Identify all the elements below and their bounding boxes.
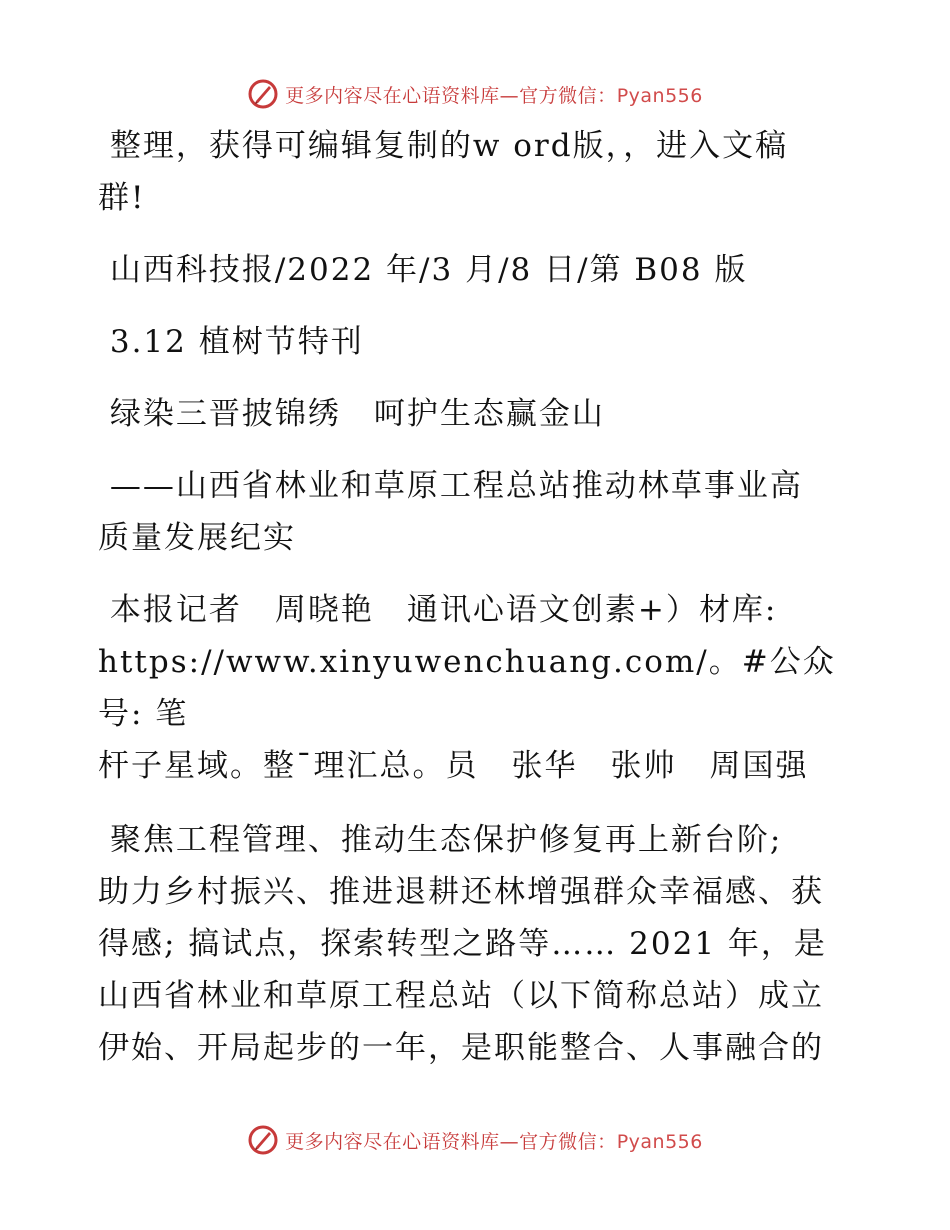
top-watermark xyxy=(0,72,950,116)
watermark-wechat-id: Pyan556 xyxy=(616,1130,703,1153)
body-line-3: 得感; 搞试点，探索转型之路等…… 2021 年，是 xyxy=(98,926,827,962)
headline: 绿染三晋披锦绣 呵护生态赢金山 xyxy=(98,396,605,432)
special-issue-line: 3.12 植树节特刊 xyxy=(98,324,364,360)
intro-line-1: 整理，获得可编辑复制的w ord版，，进入文稿 xyxy=(98,128,789,164)
watermark-brand: 更多内容尽在心语资料库 xyxy=(285,1130,500,1153)
subtitle-line-2: 质量发展纪实 xyxy=(98,520,296,556)
subtitle-line-1: ——山西省林业和草原工程总站推动林草事业高 xyxy=(98,468,803,504)
watermark-official: 官方微信： xyxy=(519,1130,617,1153)
watermark-official: 官方微信： xyxy=(519,84,617,107)
body-line-1: 聚焦工程管理、推动生态保护修复再上新台阶; xyxy=(98,822,783,858)
watermark-text xyxy=(285,1127,703,1154)
intro-line-2: 群! xyxy=(98,180,146,216)
body-line-4: 山西省林业和草原工程总站（以下简称总站）成立 xyxy=(98,978,824,1014)
byline-line-1: 本报记者 周晓艳 通讯心语文创素+）材库: xyxy=(98,592,778,628)
watermark-brand: 更多内容尽在心语资料库 xyxy=(285,84,500,107)
byline-line-2: https://www.xinyuwenchuang.com/。#公众号: 笔 xyxy=(98,644,836,732)
byline-line-3: 杆子星域。整¯理汇总。员 张华 张帅 周国强 xyxy=(98,748,809,784)
body-line-5: 伊始、开局起步的一年，是职能整合、人事融合的 xyxy=(98,1030,824,1066)
watermark-dash: — xyxy=(499,84,520,107)
watermark-text xyxy=(285,81,703,108)
document-body xyxy=(98,120,858,1074)
watermark-wechat-id: Pyan556 xyxy=(616,84,703,107)
source-line: 山西科技报/2022 年/3 月/8 日/第 B08 版 xyxy=(98,252,748,288)
body-line-2: 助力乡村振兴、推进退耕还林增强群众幸福感、获 xyxy=(98,874,824,910)
watermark-dash: — xyxy=(499,1130,520,1153)
quill-pen-circle-icon xyxy=(247,78,279,110)
bottom-watermark xyxy=(0,1118,950,1162)
quill-pen-circle-icon xyxy=(247,1124,279,1156)
